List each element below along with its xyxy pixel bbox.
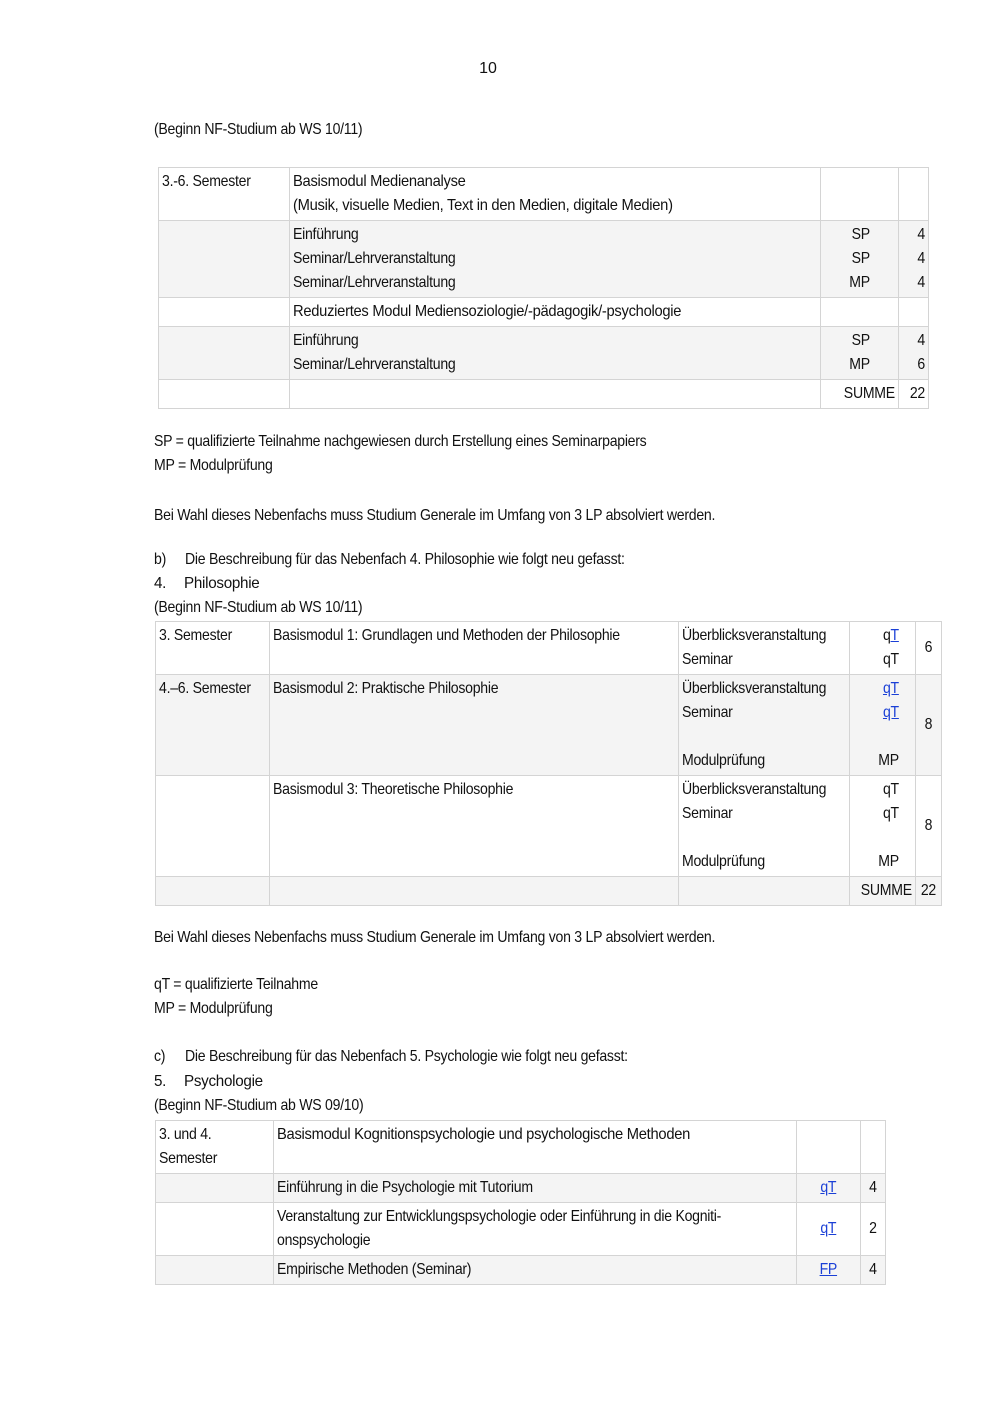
studium-generale-note: Bei Wahl dieses Nebenfachs muss Studium Generale im Umfang von 3 LP absolviert werden. [154,507,716,524]
table-row [159,327,929,380]
semester-cell: 3. Semester [159,627,233,644]
table-row [156,1174,886,1203]
course-item: Veranstaltung zur Entwicklungspsychologie oder Einführung in die Kogniti- [276,1208,721,1225]
section-b-number: 4. [154,575,167,592]
lp-value: 4 [917,226,925,243]
table-row [156,622,942,675]
spacer [682,826,826,850]
exam-type: qT [883,651,900,668]
summe-total: 22 [921,882,937,899]
summe-label: SUMME [843,385,896,402]
course-item: Überblicksveranstaltung [682,781,827,798]
table-row [156,1256,886,1285]
exam-type-link[interactable]: qT [820,1179,837,1196]
exam-type-link[interactable]: T [890,627,900,644]
exam-type: MP [878,752,900,769]
course-item: Einführung in die Psychologie mit Tutorium [276,1179,533,1196]
course-item: Überblicksveranstaltung [682,627,827,644]
summe-label: SUMME [861,882,913,899]
lp-value: 4 [869,1261,877,1278]
intro-medien: (Beginn NF-Studium ab WS 10/11) [154,121,363,138]
module-title: Basismodul Kognitionspsychologie und psychologische Methoden [276,1126,690,1143]
module-title: Basismodul 1: Grundlagen und Methoden der Philosophie [272,627,620,644]
table-row [156,1203,886,1256]
table-row [156,1121,886,1174]
exam-type: SP [851,332,871,349]
semester-cell: 3. und 4. [159,1126,212,1143]
course-item: Modulprüfung [682,752,766,769]
table-row [156,877,942,906]
lp-value: 6 [917,356,925,373]
exam-type-link[interactable]: qT [883,680,900,697]
lp-value: 2 [869,1220,877,1237]
lp-value: 4 [917,274,925,291]
module-title: Basismodul 3: Theoretische Philosophie [272,781,513,798]
section-b-title: Philosophie [184,575,260,592]
table-row [159,168,929,221]
legend-sp: SP = qualifizierte Teilnahme nachgewiesen durch Erstellung eines Seminarpapiers [154,433,647,450]
intro-philo: (Beginn NF-Studium ab WS 10/11) [154,599,363,616]
legend-qt: qT = qualifizierte Teilnahme [154,976,318,993]
section-c-number: 5. [154,1073,167,1090]
course-item: Seminar [682,805,734,822]
section-b-text: Die Beschreibung für das Nebenfach 4. Philosophie wie folgt neu gefasst: [185,551,625,568]
semester-cell: 3.-6. Semester [162,173,251,190]
spacer [682,725,826,749]
section-b-marker: b) [154,551,167,568]
course-item: Überblicksveranstaltung [682,680,827,697]
module-title: Reduziertes Modul Mediensoziologie/-pädagogik/-psychologie [292,303,682,320]
course-item: Einführung [292,332,359,349]
exam-type [859,624,899,648]
table-row [156,675,942,776]
course-item: Einführung [292,226,359,243]
exam-type-link[interactable]: qT [883,704,900,721]
spacer [859,826,899,850]
module-title: Basismodul 2: Praktische Philosophie [272,680,498,697]
lp-value: 6 [924,639,933,656]
exam-type-link[interactable]: qT [820,1220,837,1237]
table-row [156,776,942,877]
section-c-marker: c) [154,1048,166,1065]
course-item: Empirische Methoden (Seminar) [276,1261,471,1278]
exam-type-link[interactable]: FP [820,1261,838,1278]
course-item: Seminar/Lehrveranstaltung [292,356,456,373]
course-item: Modulprüfung [682,853,766,870]
summe-total: 22 [909,385,925,402]
module-title: Basismodul Medienanalyse [292,173,466,190]
table-medien [158,167,929,409]
page-number: 10 [479,60,497,77]
spacer [859,725,899,749]
legend-mp: MP = Modulprüfung [154,457,273,474]
table-row [159,298,929,327]
course-item: Seminar [682,651,734,668]
studium-generale-note: Bei Wahl dieses Nebenfachs muss Studium Generale im Umfang von 3 LP absolviert werden. [154,929,716,946]
exam-type: MP [878,853,900,870]
course-item: Seminar/Lehrveranstaltung [292,250,456,267]
lp-value: 4 [869,1179,877,1196]
exam-type: MP [849,356,871,373]
semester-cell: 4.–6. Semester [159,680,251,697]
course-item: Seminar/Lehrveranstaltung [292,274,456,291]
exam-type-q: q [883,627,891,644]
course-item: onspsychologie [276,1232,370,1249]
legend-mp: MP = Modulprüfung [154,1000,273,1017]
table-row [159,221,929,298]
table-psychologie [155,1120,886,1285]
table-row [159,380,929,409]
exam-type: qT [883,781,900,798]
exam-type: qT [883,805,900,822]
course-item: Seminar [682,704,734,721]
exam-type: SP [851,250,871,267]
semester-cell: Semester [159,1150,218,1167]
exam-type: MP [849,274,871,291]
section-c-text: Die Beschreibung für das Nebenfach 5. Psychologie wie folgt neu gefasst: [185,1048,628,1065]
lp-value: 4 [917,250,925,267]
lp-value: 8 [924,817,933,834]
exam-type: SP [851,226,871,243]
lp-value: 8 [924,716,933,733]
table-philosophie [155,621,942,906]
section-c-title: Psychologie [184,1073,263,1090]
intro-psych: (Beginn NF-Studium ab WS 09/10) [154,1097,364,1114]
lp-value: 4 [917,332,925,349]
module-subtitle: (Musik, visuelle Medien, Text in den Medien, digitale Medien) [292,197,673,214]
